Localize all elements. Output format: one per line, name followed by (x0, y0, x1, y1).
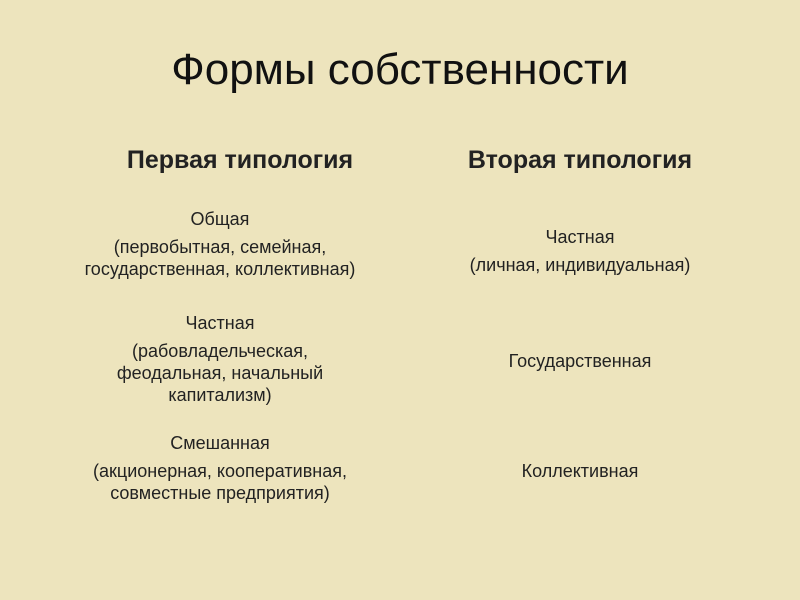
item-description-line: капитализм) (168, 385, 272, 405)
item-name: Смешанная (170, 433, 270, 453)
item-description-line: государственная, коллективная) (84, 259, 356, 279)
first-typology-heading: Первая типология (126, 146, 354, 174)
slide-title: Формы собственности (171, 45, 629, 94)
item-name: Государственная (508, 351, 652, 371)
item-name: Частная (545, 227, 615, 247)
item-name: Коллективная (521, 461, 639, 481)
item-description-line: (личная, индивидуальная) (469, 255, 691, 275)
second-typology-item-private (400, 226, 760, 276)
second-typology-item-collective (400, 460, 760, 488)
item-description-line: (акционерная, кооперативная, (93, 461, 347, 481)
item-description-line: (рабовладельческая, (131, 341, 308, 361)
second-typology-heading: Вторая типология (467, 146, 693, 174)
second-typology-item-state (400, 350, 760, 378)
item-name: Общая (190, 209, 250, 229)
first-typology-item-common (30, 208, 410, 280)
item-name: Частная (185, 313, 255, 333)
first-typology-item-mixed (30, 432, 410, 504)
item-description-line: совместные предприятия) (110, 483, 330, 503)
first-typology-item-private (30, 312, 410, 406)
item-description-line: феодальная, начальный (116, 363, 324, 383)
item-description-line: (первобытная, семейная, (113, 237, 327, 257)
